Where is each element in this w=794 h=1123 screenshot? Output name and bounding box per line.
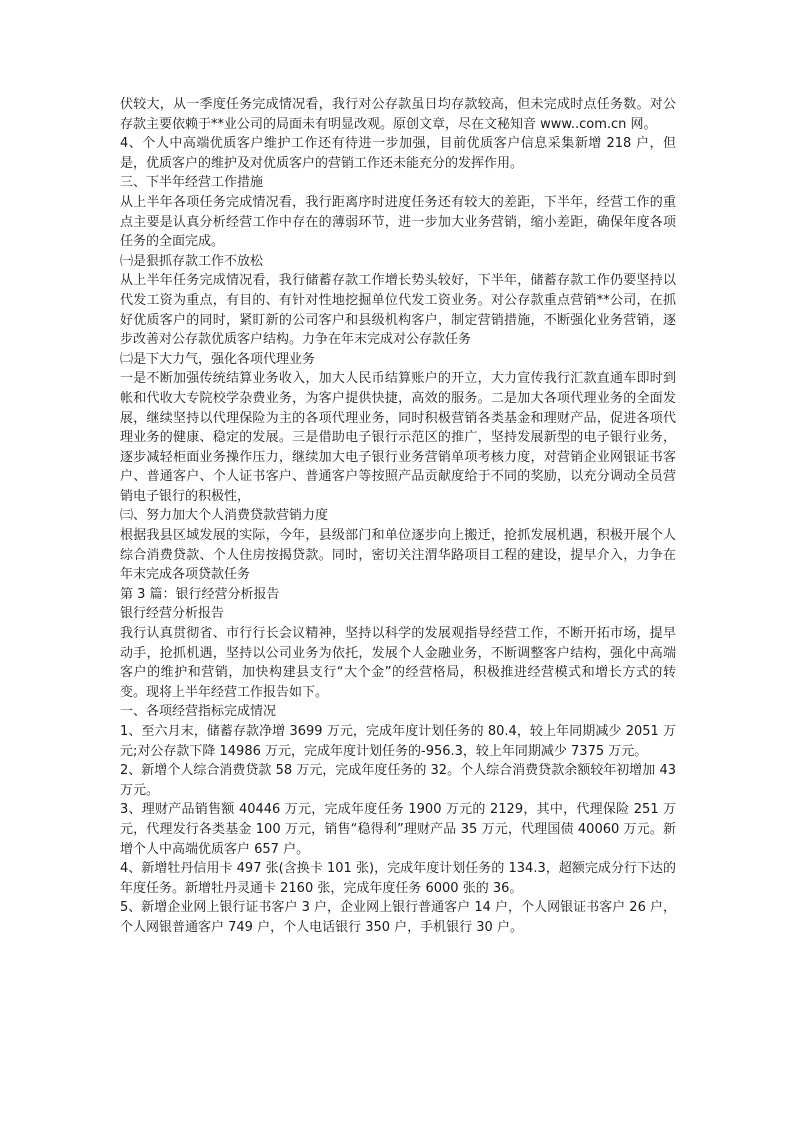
paragraph: 一是不断加强传统结算业务收入，加大人民币结算账户的开立，大力宣传我行汇款直通车即时到帐和代收大专院校学杂费业务，为客户提供快捷，高效的服务。二是加大各项代理业务的全面发展，继续坚持以代理保险为主的各项代理业务，同时积极营销各类基金和理财产品，促进各项代理业务的健康、稳定的发展。三是借助电子银行示范区的推广，坚持发展新型的电子银行业务，逐步减轻柜面业务操作压力，继续加大电子银行业务营销单项考核力度，对营销企业网银证书客户、普通客户、个人证书客户、普通客户等按照产品贡献度给于不同的奖励，以充分调动全员营销电子银行的积极性，	[120, 371, 676, 504]
document-body	[120, 95, 676, 938]
list-item: 1、至六月末，储蓄存款净增 3699 万元，完成年度计划任务的 80.4，较上年同期减少 2051 万元;对公存款下降 14986 万元，完成年度计划任务的-956.3，较上年同期减少 7375 万元。	[120, 724, 676, 759]
list-item: 2、新增个人综合消费贷款 58 万元，完成年度任务的 32。个人综合消费贷款余额较年初增加 43 万元。	[120, 763, 676, 798]
paragraph: 伏较大，从一季度任务完成情况看，我行对公存款虽日均存款较高，但未完成时点任务数。对公存款主要依赖于**业公司的局面未有明显改观。原创文章，尽在文秘知音 www..com.cn 网。	[120, 97, 676, 132]
list-item: 3、理财产品销售额 40446 万元，完成年度任务 1900 万元的 2129，其中，代理保险 251 万元，代理发行各类基金 100 万元，销售“稳得利”理财产品 35 万元，代理国债 40060 万元。新增个人中高端优质客户 657 户。	[120, 802, 676, 857]
subsection-heading: ㈡是下大力气，强化各项代理业务	[120, 351, 316, 367]
document-title: 银行经营分析报告	[120, 606, 225, 622]
paragraph: 根据我县区域发展的实际，今年，县级部门和单位逐步向上搬迁，抢抓发展机遇，积极开展个人综合消费贷款、个人住房按揭贷款。同时，密切关注渭华路项目工程的建设，提早介入，力争在年末完成各项贷款任务	[120, 528, 676, 583]
section-heading: 三、下半年经营工作措施	[120, 175, 264, 191]
paragraph: 从上半年任务完成情况看，我行储蓄存款工作增长势头较好，下半年，储蓄存款工作仍要坚持以代发工资为重点，有目的、有针对性地挖掘单位代发工资业务。对公存款重点营销**公司，在抓好优质客户的同时，紧盯新的公司客户和县级机构客户，制定营销措施，不断强化业务营销，逐步改善对公存款优质客户结构。力争在年末完成对公存款任务	[120, 273, 676, 348]
chapter-heading: 第 3 篇：银行经营分析报告	[120, 586, 280, 602]
subsection-heading: ㈠是狠抓存款工作不放松	[120, 253, 264, 269]
list-item: 5、新增企业网上银行证书客户 3 户，企业网上银行普通客户 14 户，个人网银证书客户 26 户，个人网银普通客户 749 户，个人电话银行 350 户，手机银行 30 户。	[120, 900, 676, 935]
list-item: 4、新增牡丹信用卡 497 张(含换卡 101 张)，完成年度计划任务的 134.3，超额完成分行下达的年度任务。新增牡丹灵通卡 2160 张，完成年度任务 6000 张的 36。	[120, 861, 676, 896]
paragraph: 我行认真贯彻省、市行行长会议精神，坚持以科学的发展观指导经营工作，不断开拓市场，提早动手，抢抓机遇，坚持以公司业务为依托，发展个人金融业务，不断调整客户结构，强化中高端客户的维护和营销，加快构建县支行“大个金”的经营格局，积极推进经营模式和增长方式的转变。现将上半年经营工作报告如下。	[120, 626, 676, 700]
subsection-heading: ㈢、努力加大个人消费贷款营销力度	[120, 508, 329, 524]
paragraph: 4、个人中高端优质客户维护工作还有待进一步加强，目前优质客户信息采集新增 218 户，但是，优质客户的维护及对优质客户的营销工作还未能充分的发挥作用。	[120, 136, 676, 171]
paragraph: 从上半年各项任务完成情况看，我行距离序时进度任务还有较大的差距，下半年，经营工作的重点主要是认真分析经营工作中存在的薄弱环节，进一步加大业务营销，缩小差距，确保年度各项任务的全面完成。	[120, 194, 676, 250]
section-heading: 一、各项经营指标完成情况	[120, 704, 277, 720]
